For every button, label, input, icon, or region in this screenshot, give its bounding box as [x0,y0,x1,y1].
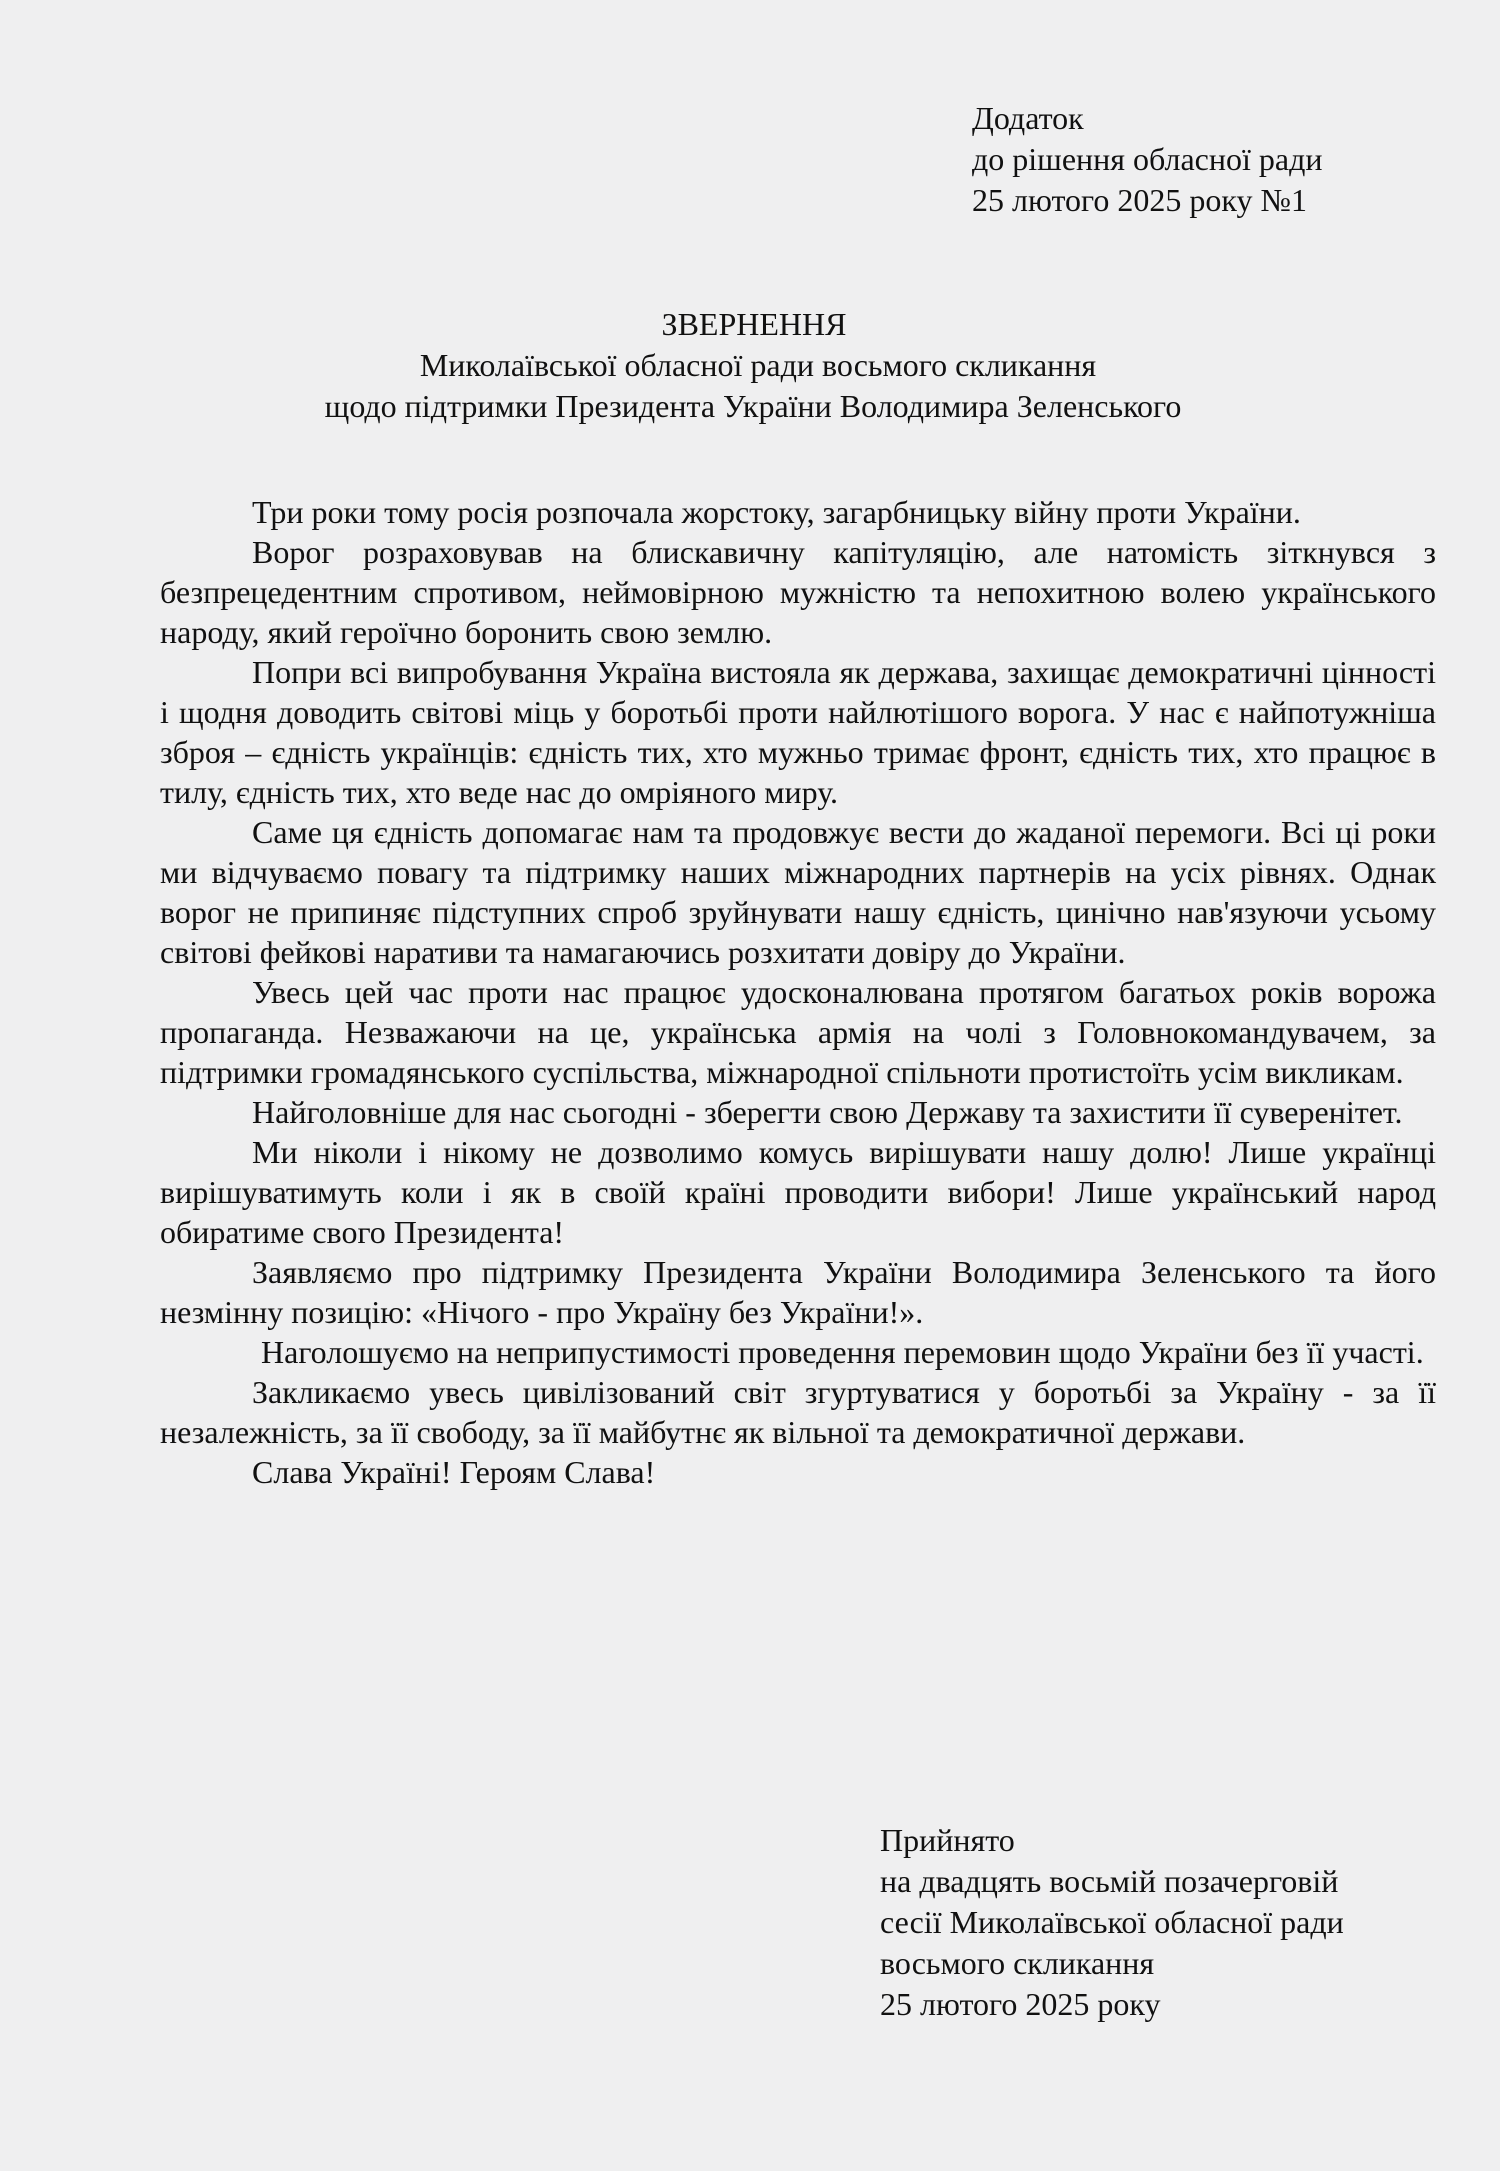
document-heading: ЗВЕРНЕННЯ [661,306,847,342]
paragraph-closing: Слава Україні! Героям Слава! [252,1454,656,1490]
paragraph: Найголовніше для нас сьогодні - зберегти свою Державу та захистити її суверенітет. [252,1094,1403,1130]
annex-block [972,98,1322,221]
paragraph: Закликаємо увесь цивілізований світ згуртуватися у боротьбі за Україну - за її незалежність, за її свободу, за її майбутнє як вільної та демократичної держави. [160,1374,1436,1450]
paragraph: Три роки тому росія розпочала жорстоку, загарбницьку війну проти України. [252,494,1301,530]
paragraph: Ми ніколи і нікому не дозволимо комусь вирішувати нашу долю! Лише українці вирішуватимуть коли і як в своїй країні проводити вибори! Лише український народ обиратиме свого Президента! [160,1134,1436,1250]
paragraph: Наголошуємо на неприпустимості проведення перемовин щодо України без її участі. [261,1334,1424,1370]
adoption-block [880,1820,1344,2025]
paragraph: Саме ця єдність допомагає нам та продовжує вести до жаданої перемоги. Всі ці роки ми відчуваємо повагу та підтримку наших міжнародних партнерів на усіх рівнях. Однак ворог не припиняє підступних спроб зруйнувати нашу єдність, цинічно нав'язуючи усьому світові фейкові наративи та намагаючись розхитати довіру до України. [160,814,1436,970]
document-title-block [160,304,1500,427]
annex-label: Додаток [972,100,1084,136]
annex-date: 25 лютого 2025 року №1 [972,182,1307,218]
adoption-label: Прийнято [880,1822,1015,1858]
adoption-convocation: восьмого скликання [880,1945,1155,1981]
document-subtitle-subject: щодо підтримки Президента України Володимира Зеленського [324,388,1182,424]
adoption-council: сесії Миколаївської обласної ради [880,1904,1344,1940]
paragraph: Ворог розраховував на блискавичну капітуляцію, але натомість зіткнувся з безпрецедентним спротивом, неймовірною мужністю та непохитною волею українського народу, який героїчно боронить свою землю. [160,534,1436,650]
paragraph: Увесь цей час проти нас працює удосконалювана протягом багатьох років ворожа пропаганда. Незважаючи на це, українська армія на чолі з Головнокомандувачем, за підтримки громадянського суспільства, міжнародної спільноти протистоїть усім викликам. [160,974,1436,1090]
adoption-date: 25 лютого 2025 року [880,1986,1161,2022]
document-subtitle-council: Миколаївської обласної ради восьмого скликання [419,347,1097,383]
annex-decision: до рішення обласної ради [972,141,1323,177]
paragraph: Попри всі випробування Україна вистояла як держава, захищає демократичні цінності і щодня доводить світові міць у боротьбі проти найлютішого ворога. У нас є найпотужніша зброя – єдність українців: єдність тих, хто мужньо тримає фронт, єдність тих, хто працює в тилу, єдність тих, хто веде нас до омріяного миру. [160,654,1436,810]
adoption-session: на двадцять восьмій позачерговій [880,1863,1339,1899]
paragraph: Заявляємо про підтримку Президента України Володимира Зеленського та його незмінну позицію: «Нічого - про Україну без України!». [160,1254,1436,1330]
document-body [160,492,1436,1492]
